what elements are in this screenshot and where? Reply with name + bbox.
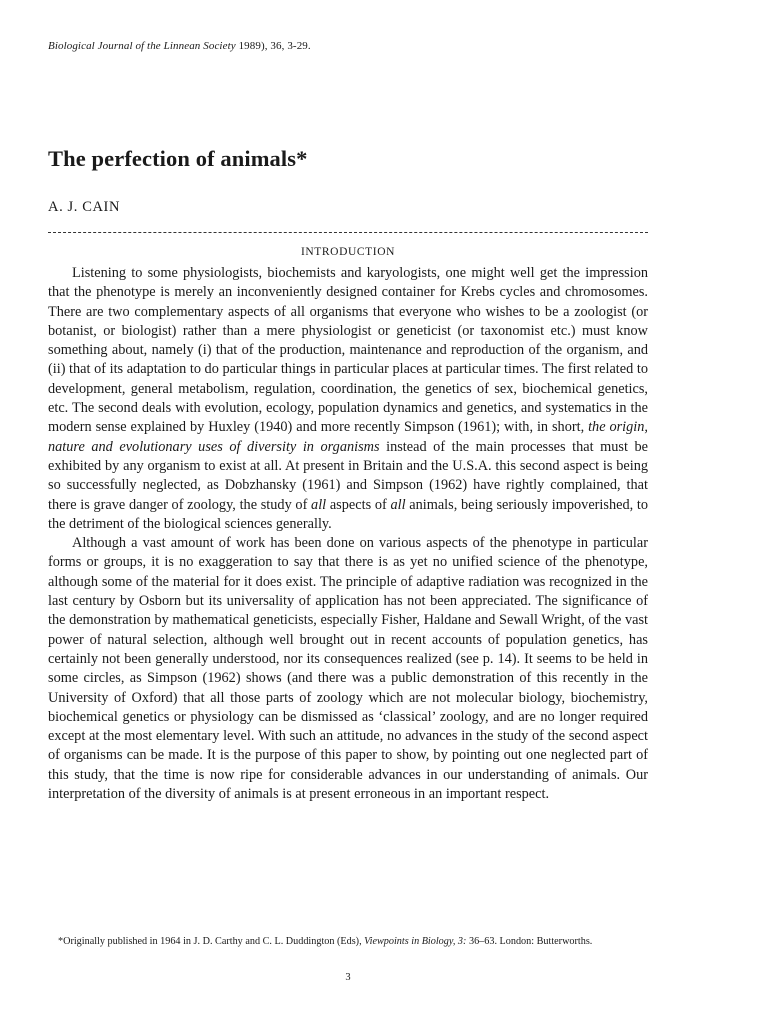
running-head (48, 40, 311, 52)
journal-name: Biological Journal of the Linnean Society (48, 40, 236, 52)
body-paragraph (48, 264, 648, 534)
paragraph-text: instead of the main processes that must be exhibited by any organism to exist at all. At present in Britain and the U.S.A. this second aspect is being so successfully neglected, as Dobzhansky (1961) and Simpson (1962) have rightly complained, that there is grave danger of zoology, the study of (48, 438, 649, 513)
footnote-text-end: 36–63. London: Butterworths. (466, 936, 593, 947)
article-body (48, 264, 648, 804)
paragraph-italic-text: all (390, 496, 406, 513)
body-paragraph (48, 534, 648, 804)
footnote-source: Viewpoints in Biology, 3: (364, 936, 467, 947)
paragraph-text: Although a vast amount of work has been done on various aspects of the phenotype in particular forms or groups, it is no exaggeration to say that there is as yet no unified science of the phenotype, although some of the material for it does exist. The principle of adaptive radiation was recognized in the last century by Osborn but its universality of application has not been appreciated. The significance of the demonstration by mathematical geneticists, especially Fisher, Haldane and Sewall Wright, of the vast power of natural selection, although well brought out in recent accounts of population genetics, has certainly not been generally understood, nor its consequences realized (see p. 14). It seems to be held in some circles, as Simpson (1962) shows (and there was a public demonstration of this recently in the University of Oxford) that all those parts of zoology which are not molecular biology, biochemistry, biochemical genetics or physiology can be dismissed as ‘classical’ zoology, and are no longer required except at the most elementary level. With such an attitude, no advances in the study of the second aspect of organisms can be made. It is the purpose of this paper to show, by pointing out one neglected part of this study, that the time is now ripe for considerable advances in our understanding of animals. Our interpretation of the diversity of animals is at present erroneous in an important respect. (48, 535, 648, 803)
paragraph-text: animals, being seriously impoverished, to the detriment of the biological sciences generally. (48, 496, 648, 532)
article-title: The perfection of animals* (48, 146, 308, 171)
journal-citation: 1989), 36, 3-29. (235, 40, 311, 52)
footnote (48, 934, 648, 949)
paragraph-text: Listening to some physiologists, biochemists and karyologists, one might well get the impression that the phenotype is merely an inconveniently designed container for Krebs cycles and chromosomes. There are two complementary aspects of all organisms that everyone who wishes to be a zoologist (or botanist, or biologist) rather than a mere physiologist or geneticist (or taxonomist etc.) must know something about, namely (i) that of the production, maintenance and reproduction of the organism, and (ii) that of its adaptation to do particular things in particular places at particular times. The first related to development, general metabolism, regulation, coordination, the genetics of sex, biochemical genetics, etc. The second deals with evolution, ecology, population dynamics and genetics, and systematics in the modern sense explained by Huxley (1940) and more recently Simpson (1961); with, in short, (48, 265, 648, 436)
footnote-text: *Originally published in 1964 in J. D. Carthy and C. L. Duddington (Eds), (58, 936, 365, 947)
paragraph-text: aspects of (326, 496, 391, 513)
paragraph-italic-text: all (311, 496, 327, 513)
page-number: 3 (345, 972, 351, 983)
article-author: A. J. CAIN (48, 199, 121, 215)
section-heading: INTRODUCTION (300, 246, 396, 258)
header-rule (48, 232, 648, 233)
journal-page (48, 0, 648, 1024)
paragraph-italic-text: the origin, nature and evolutionary uses of diversity in organisms (48, 419, 648, 455)
